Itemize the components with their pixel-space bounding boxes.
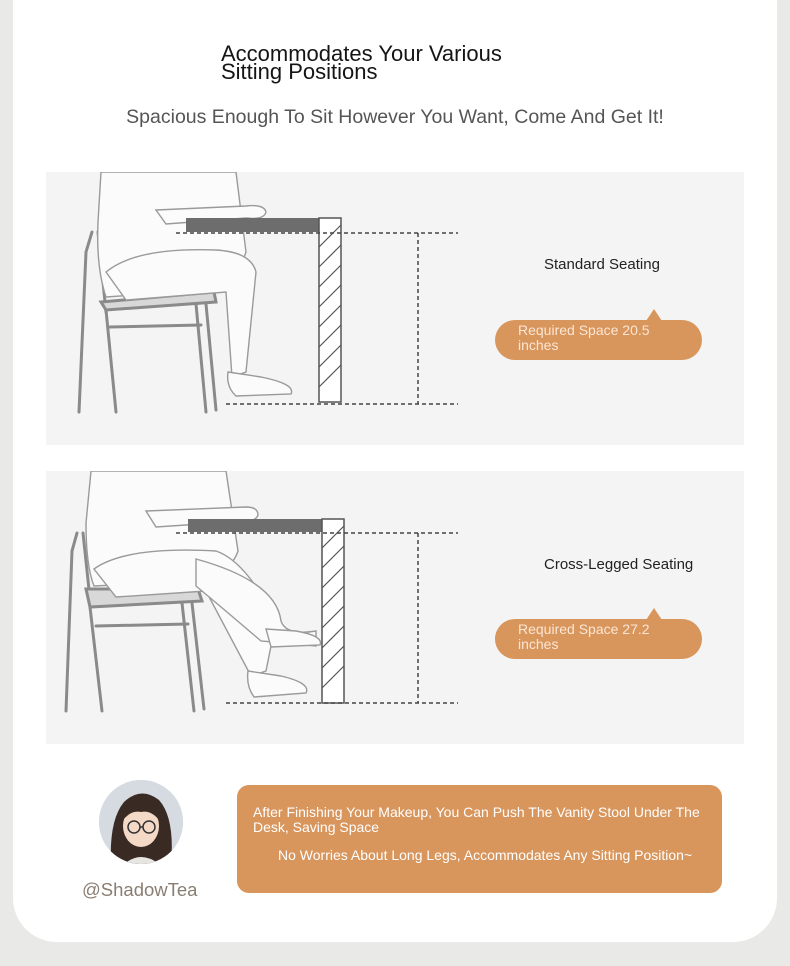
username: @ShadowTea bbox=[82, 879, 198, 900]
page-subtitle: Spacious Enough To Sit However You Want, Come And Get It! bbox=[126, 106, 664, 128]
page-title: Accommodates Your Various Sitting Positions bbox=[221, 41, 502, 84]
required-space-bubble bbox=[495, 619, 702, 659]
avatar-portrait-icon bbox=[99, 780, 183, 864]
seating-label: Cross-Legged Seating bbox=[544, 556, 694, 573]
required-space-bubble bbox=[495, 320, 702, 360]
cross-legged-seating-panel bbox=[46, 471, 744, 744]
required-space-text: Required Space 20.5 inches bbox=[518, 322, 650, 353]
testimonial-text: No Worries About Long Legs, Accommodates Any Sitting Position~ bbox=[278, 847, 693, 863]
testimonial-text: After Finishing Your Makeup, You Can Push The Vanity Stool Under The Desk, Saving Space bbox=[253, 804, 700, 835]
testimonial-note bbox=[237, 785, 722, 893]
avatar bbox=[99, 780, 183, 864]
seating-label: Standard Seating bbox=[544, 256, 660, 273]
standard-seating-illustration bbox=[46, 172, 744, 445]
standard-seating-panel bbox=[46, 172, 744, 445]
required-space-text: Required Space 27.2 inches bbox=[518, 621, 650, 652]
cross-legged-seating-illustration bbox=[46, 471, 744, 744]
